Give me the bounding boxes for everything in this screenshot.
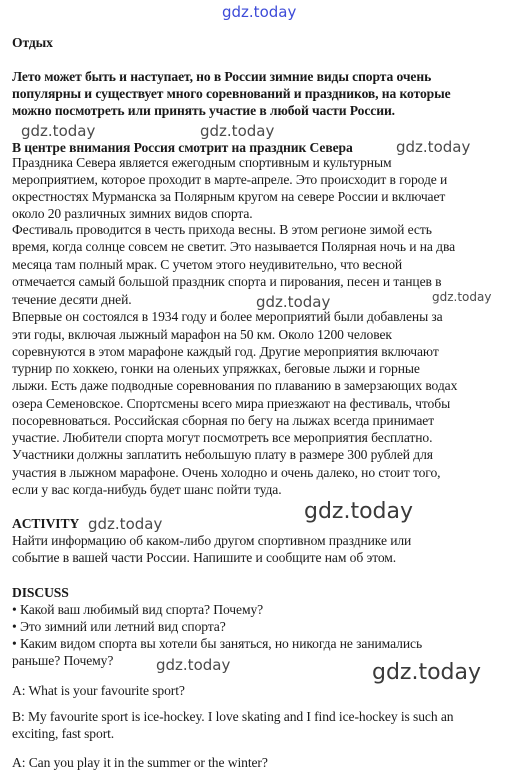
article-line: соревнуются в этом марафоне каждый год. Другие мероприятия включают xyxy=(12,344,439,359)
dialogue-line: exciting, fast sport. xyxy=(12,726,115,741)
activity-title: ACTIVITY xyxy=(12,516,80,531)
article-line: Участники должны заплатить небольшую плату в размере 300 рублей для xyxy=(12,447,433,462)
discuss-question: раньше? Почему? xyxy=(12,653,114,668)
article-line: Праздника Севера является ежегодным спортивным и культурным xyxy=(12,155,392,170)
discuss-question: • Это зимний или летний вид спорта? xyxy=(12,619,226,634)
watermark: gdz.today xyxy=(372,660,482,685)
article-line: окрестностях Мурманска за Полярным кругом на севере России и включает xyxy=(12,189,446,204)
article-line: эти годы, включая лыжный марафон на 50 км. Около 1200 человек xyxy=(12,327,392,342)
discuss-question: • Каким видом спорта вы хотели бы заняться, но никогда не занимались xyxy=(12,636,423,651)
watermark: gdz.today xyxy=(304,499,414,524)
activity-line: Найти информацию об каком-либо другом спортивном празднике или xyxy=(12,533,412,548)
watermark: gdz.today xyxy=(88,515,163,533)
article-line: озера Семеновское. Спортсмены всего мира приезжают на фестиваль, чтобы xyxy=(12,396,451,411)
article-line: Фестиваль проводится в честь прихода весны. В этом регионе зимой есть xyxy=(12,222,432,237)
section-title: Отдых xyxy=(12,35,53,50)
watermark: gdz.today xyxy=(396,138,471,156)
article-line: турнир по хоккею, гонки на оленьих упряжках, беговые лыжи и горные xyxy=(12,361,420,376)
watermark: gdz.today xyxy=(432,290,492,304)
dialogue-line: B: My favourite sport is ice-hockey. I love skating and I find ice-hockey is such an xyxy=(12,709,454,724)
article-line: участия в лыжном марафоне. Очень холодно и очень далеко, но стоит того, xyxy=(12,465,441,480)
article-line: отмечается самый большой праздник спорта и пирования, песен и танцев в xyxy=(12,274,442,289)
intro-line: можно посмотреть или принять участие в любой части России. xyxy=(12,103,395,118)
watermark: gdz.today xyxy=(21,122,96,140)
article-line: посоревноваться. Российская сборная по бегу на лыжах всегда принимает xyxy=(12,413,435,428)
article-line: если у вас когда-нибудь будет шанс пойти туда. xyxy=(12,482,282,497)
article-line: Впервые он состоялся в 1934 году и более мероприятий были добавлены за xyxy=(12,309,443,324)
discuss-question: • Какой ваш любимый вид спорта? Почему? xyxy=(12,602,264,617)
article-line: время, когда солнце совсем не светит. Это называется Полярная ночь и на два xyxy=(12,239,456,254)
article-line: лыжи. Есть даже подводные соревнования по плаванию в замерзающих водах xyxy=(12,378,458,393)
article-line: месяца там полный мрак. С учетом этого неудивительно, что весной xyxy=(12,257,403,272)
discuss-title: DISCUSS xyxy=(12,585,69,600)
dialogue-line: A: What is your favourite sport? xyxy=(12,683,185,698)
activity-line: событие в вашей части России. Напишите и сообщите нам об этом. xyxy=(12,550,397,565)
article-line: около 20 различных зимних видов спорта. xyxy=(12,206,253,221)
article-heading: В центре внимания Россия смотрит на праздник Севера xyxy=(12,140,353,155)
watermark: gdz.today xyxy=(222,3,297,21)
watermark: gdz.today xyxy=(256,293,331,311)
dialogue-line: A: Can you play it in the summer or the winter? xyxy=(12,755,268,770)
article-line: мероприятием, которое проходит в марте-апреле. Это происходит в городе и xyxy=(12,172,448,187)
article-line: течение десяти дней. xyxy=(12,292,132,307)
intro-line: популярны и существует много соревнований и праздников, на которые xyxy=(12,86,451,101)
watermark: gdz.today xyxy=(156,656,231,674)
article-line: участие. Любители спорта могут посмотреть все мероприятия бесплатно. xyxy=(12,430,433,445)
intro-line: Лето может быть и наступает, но в России зимние виды спорта очень xyxy=(12,69,432,84)
watermark: gdz.today xyxy=(200,122,275,140)
